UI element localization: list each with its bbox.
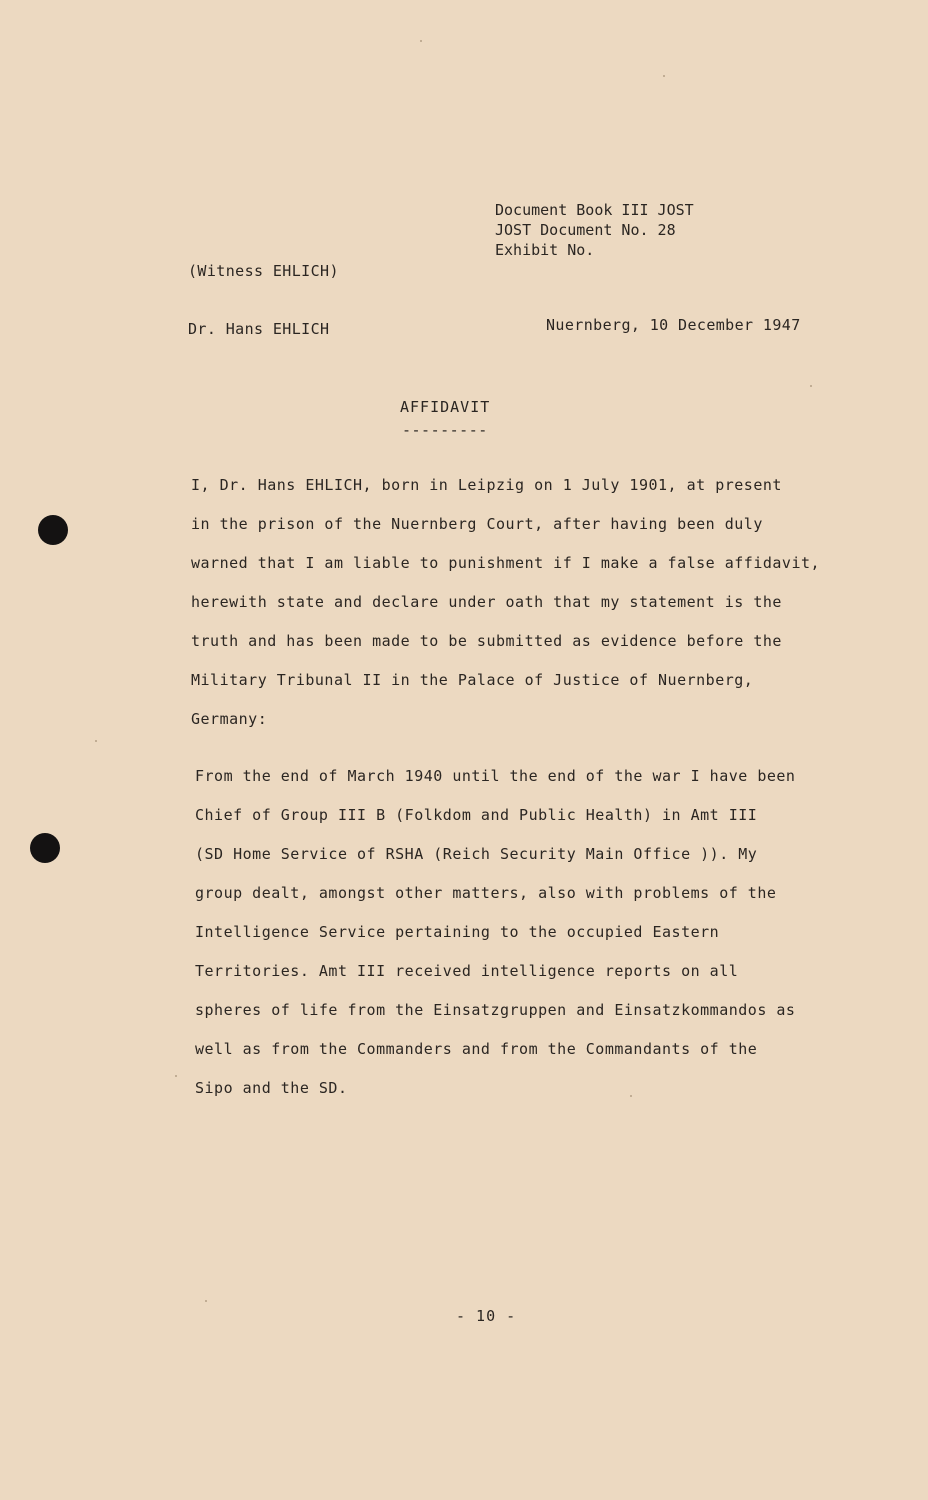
exhibit-line: Exhibit No. — [495, 241, 595, 259]
paragraph-line: warned that I am liable to punishment if I make a false affidavit, — [191, 554, 821, 572]
paper-speck — [205, 1300, 207, 1302]
paragraph-line: Intelligence Service pertaining to the occupied Eastern — [195, 923, 720, 941]
place-date: Nuernberg, 10 December 1947 — [546, 316, 801, 334]
paper-speck — [95, 740, 97, 742]
paper-speck — [810, 385, 812, 387]
paper-speck — [420, 40, 422, 42]
document-title: AFFIDAVIT — [400, 398, 491, 416]
paragraph-line: truth and has been made to be submitted as evidence before the — [191, 632, 782, 650]
paragraph-line: group dealt, amongst other matters, also with problems of the — [195, 884, 777, 902]
punch-hole-top — [38, 515, 68, 545]
paragraph-line: herewith state and declare under oath that my statement is the — [191, 593, 782, 611]
document-number-line: JOST Document No. 28 — [495, 221, 676, 239]
document-book-line: Document Book III JOST — [495, 201, 694, 219]
affidavit-paragraph-1 — [191, 472, 820, 745]
paragraph-line: From the end of March 1940 until the end of the war I have been — [195, 767, 796, 785]
paragraph-line: well as from the Commanders and from the Commandants of the — [195, 1040, 758, 1058]
paragraph-line: Chief of Group III B (Folkdom and Public Health) in Amt III — [195, 806, 758, 824]
paragraph-line: I, Dr. Hans EHLICH, born in Leipzig on 1 July 1901, at present — [191, 476, 782, 494]
paper-speck — [663, 75, 665, 77]
paragraph-line: Military Tribunal II in the Palace of Justice of Nuernberg, — [191, 671, 754, 689]
page-number: - 10 - — [456, 1307, 517, 1325]
paragraph-line: (SD Home Service of RSHA (Reich Security Main Office )). My — [195, 845, 758, 863]
affidavit-paragraph-2 — [195, 763, 795, 1114]
paragraph-line: Sipo and the SD. — [195, 1079, 348, 1097]
author-name: Dr. Hans EHLICH — [188, 320, 330, 338]
witness-label: (Witness EHLICH) — [188, 262, 339, 280]
paragraph-line: Territories. Amt III received intelligence reports on all — [195, 962, 739, 980]
title-underline: --------- — [402, 421, 488, 439]
paper-speck — [175, 1075, 177, 1077]
paragraph-line: in the prison of the Nuernberg Court, after having been duly — [191, 515, 763, 533]
document-reference-block — [495, 200, 694, 260]
paragraph-line: spheres of life from the Einsatzgruppen and Einsatzkommandos as — [195, 1001, 796, 1019]
paragraph-line: Germany: — [191, 710, 268, 728]
punch-hole-bottom — [30, 833, 60, 863]
